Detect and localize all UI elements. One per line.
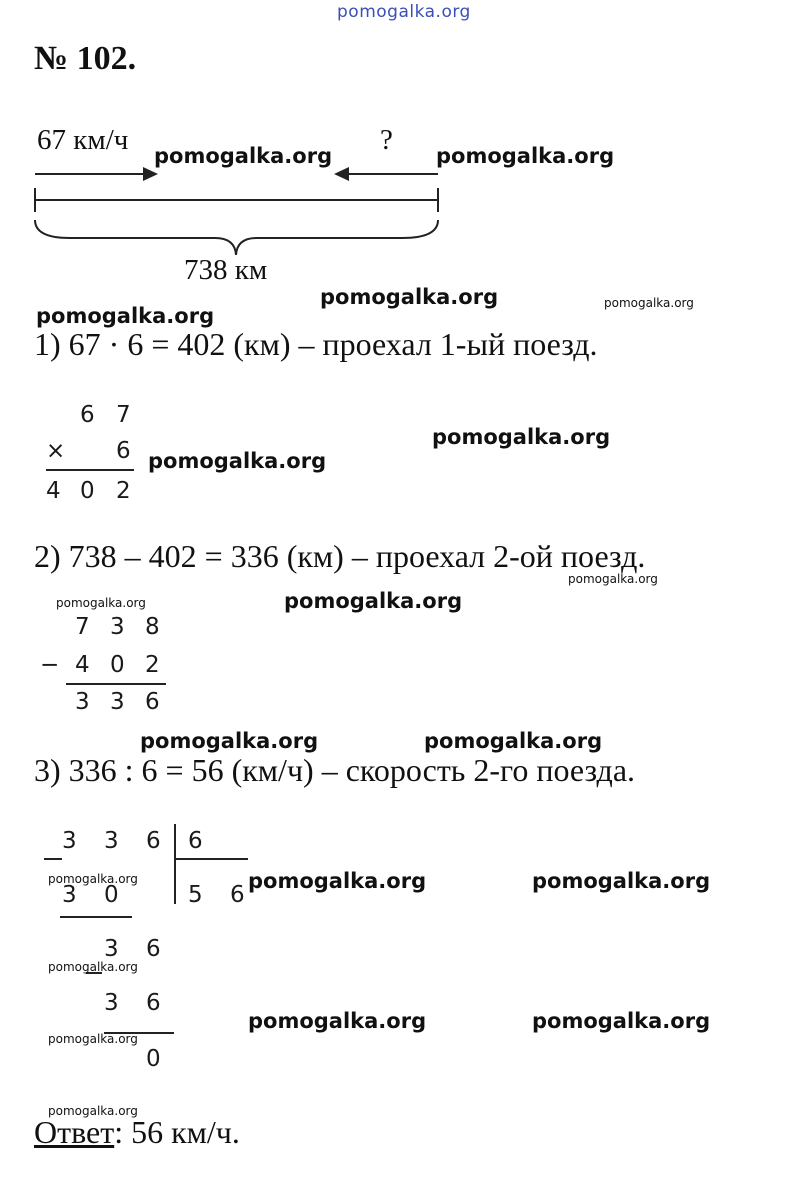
- watermark: pomogalka.org: [604, 296, 694, 310]
- speed-label: 67 км/ч: [37, 124, 129, 156]
- answer-value: : 56 км/ч.: [114, 1114, 240, 1150]
- watermark: pomogalka.org: [432, 425, 611, 449]
- divisor: 6: [188, 828, 203, 854]
- digit: 3: [62, 882, 77, 908]
- watermark: pomogalka.org: [248, 1009, 427, 1033]
- digit: 0: [80, 478, 95, 504]
- digit: 0: [104, 882, 119, 908]
- minus-sign: −: [40, 652, 60, 678]
- watermark: pomogalka.org: [532, 869, 711, 893]
- digit: 8: [145, 614, 160, 640]
- watermark: pomogalka.org: [140, 729, 319, 753]
- digit: 6: [80, 402, 95, 428]
- watermark: pomogalka.org: [56, 596, 146, 610]
- multiply-sign: ×: [46, 438, 66, 464]
- digit: 2: [145, 652, 160, 678]
- digit: 3: [62, 828, 77, 854]
- watermark: pomogalka.org: [568, 572, 658, 586]
- digit: 4: [75, 652, 90, 678]
- step-3: 3) 336 : 6 = 56 (км/ч) – скорость 2-го поезда.: [34, 752, 636, 788]
- digit: 3: [104, 990, 119, 1016]
- watermark: pomogalka.org: [320, 285, 499, 309]
- answer-label: Ответ: [34, 1114, 115, 1150]
- digit: 3: [104, 828, 119, 854]
- digit: 6: [146, 936, 161, 962]
- watermark: pomogalka.org: [248, 869, 427, 893]
- digit: 6: [146, 828, 161, 854]
- step-1: 1) 67 · 6 = 402 (км) – проехал 1-ый поезд.: [34, 326, 598, 362]
- watermark: pomogalka.org: [436, 144, 615, 168]
- answer: [34, 1114, 240, 1151]
- watermark: pomogalka.org: [48, 872, 138, 886]
- digit: 6: [230, 882, 245, 908]
- digit: 2: [116, 478, 131, 504]
- arrow-left-icon: [334, 167, 349, 181]
- unknown-speed-label: ?: [380, 124, 393, 156]
- digit: 6: [146, 990, 161, 1016]
- digit: 5: [188, 882, 203, 908]
- watermark: pomogalka.org: [148, 449, 327, 473]
- brace-icon: [35, 220, 438, 255]
- digit: 3: [104, 936, 119, 962]
- watermark: pomogalka.org: [284, 589, 463, 613]
- watermark: pomogalka.org: [424, 729, 603, 753]
- arrow-right-icon: [143, 167, 158, 181]
- diagram-lines: [30, 160, 450, 260]
- problem-title: № 102.: [34, 40, 137, 77]
- digit: 3: [75, 689, 90, 715]
- watermark: pomogalka.org: [154, 144, 333, 168]
- digit: 4: [46, 478, 61, 504]
- distance-label: 738 км: [184, 254, 268, 286]
- digit: 3: [110, 689, 125, 715]
- watermark: pomogalka.org: [532, 1009, 711, 1033]
- watermark: pomogalka.org: [48, 960, 138, 974]
- watermark: pomogalka.org: [48, 1104, 138, 1118]
- watermark: pomogalka.org: [48, 1032, 138, 1046]
- digit: 0: [110, 652, 125, 678]
- digit: 6: [116, 438, 131, 464]
- digit: 6: [145, 689, 160, 715]
- digit: 7: [75, 614, 90, 640]
- digit: 3: [110, 614, 125, 640]
- digit: 7: [116, 402, 131, 428]
- top-watermark: pomogalka.org: [337, 2, 471, 22]
- watermark: pomogalka.org: [36, 304, 215, 328]
- step-2: 2) 738 – 402 = 336 (км) – проехал 2-ой поезд.: [34, 538, 646, 574]
- digit: 0: [146, 1046, 161, 1072]
